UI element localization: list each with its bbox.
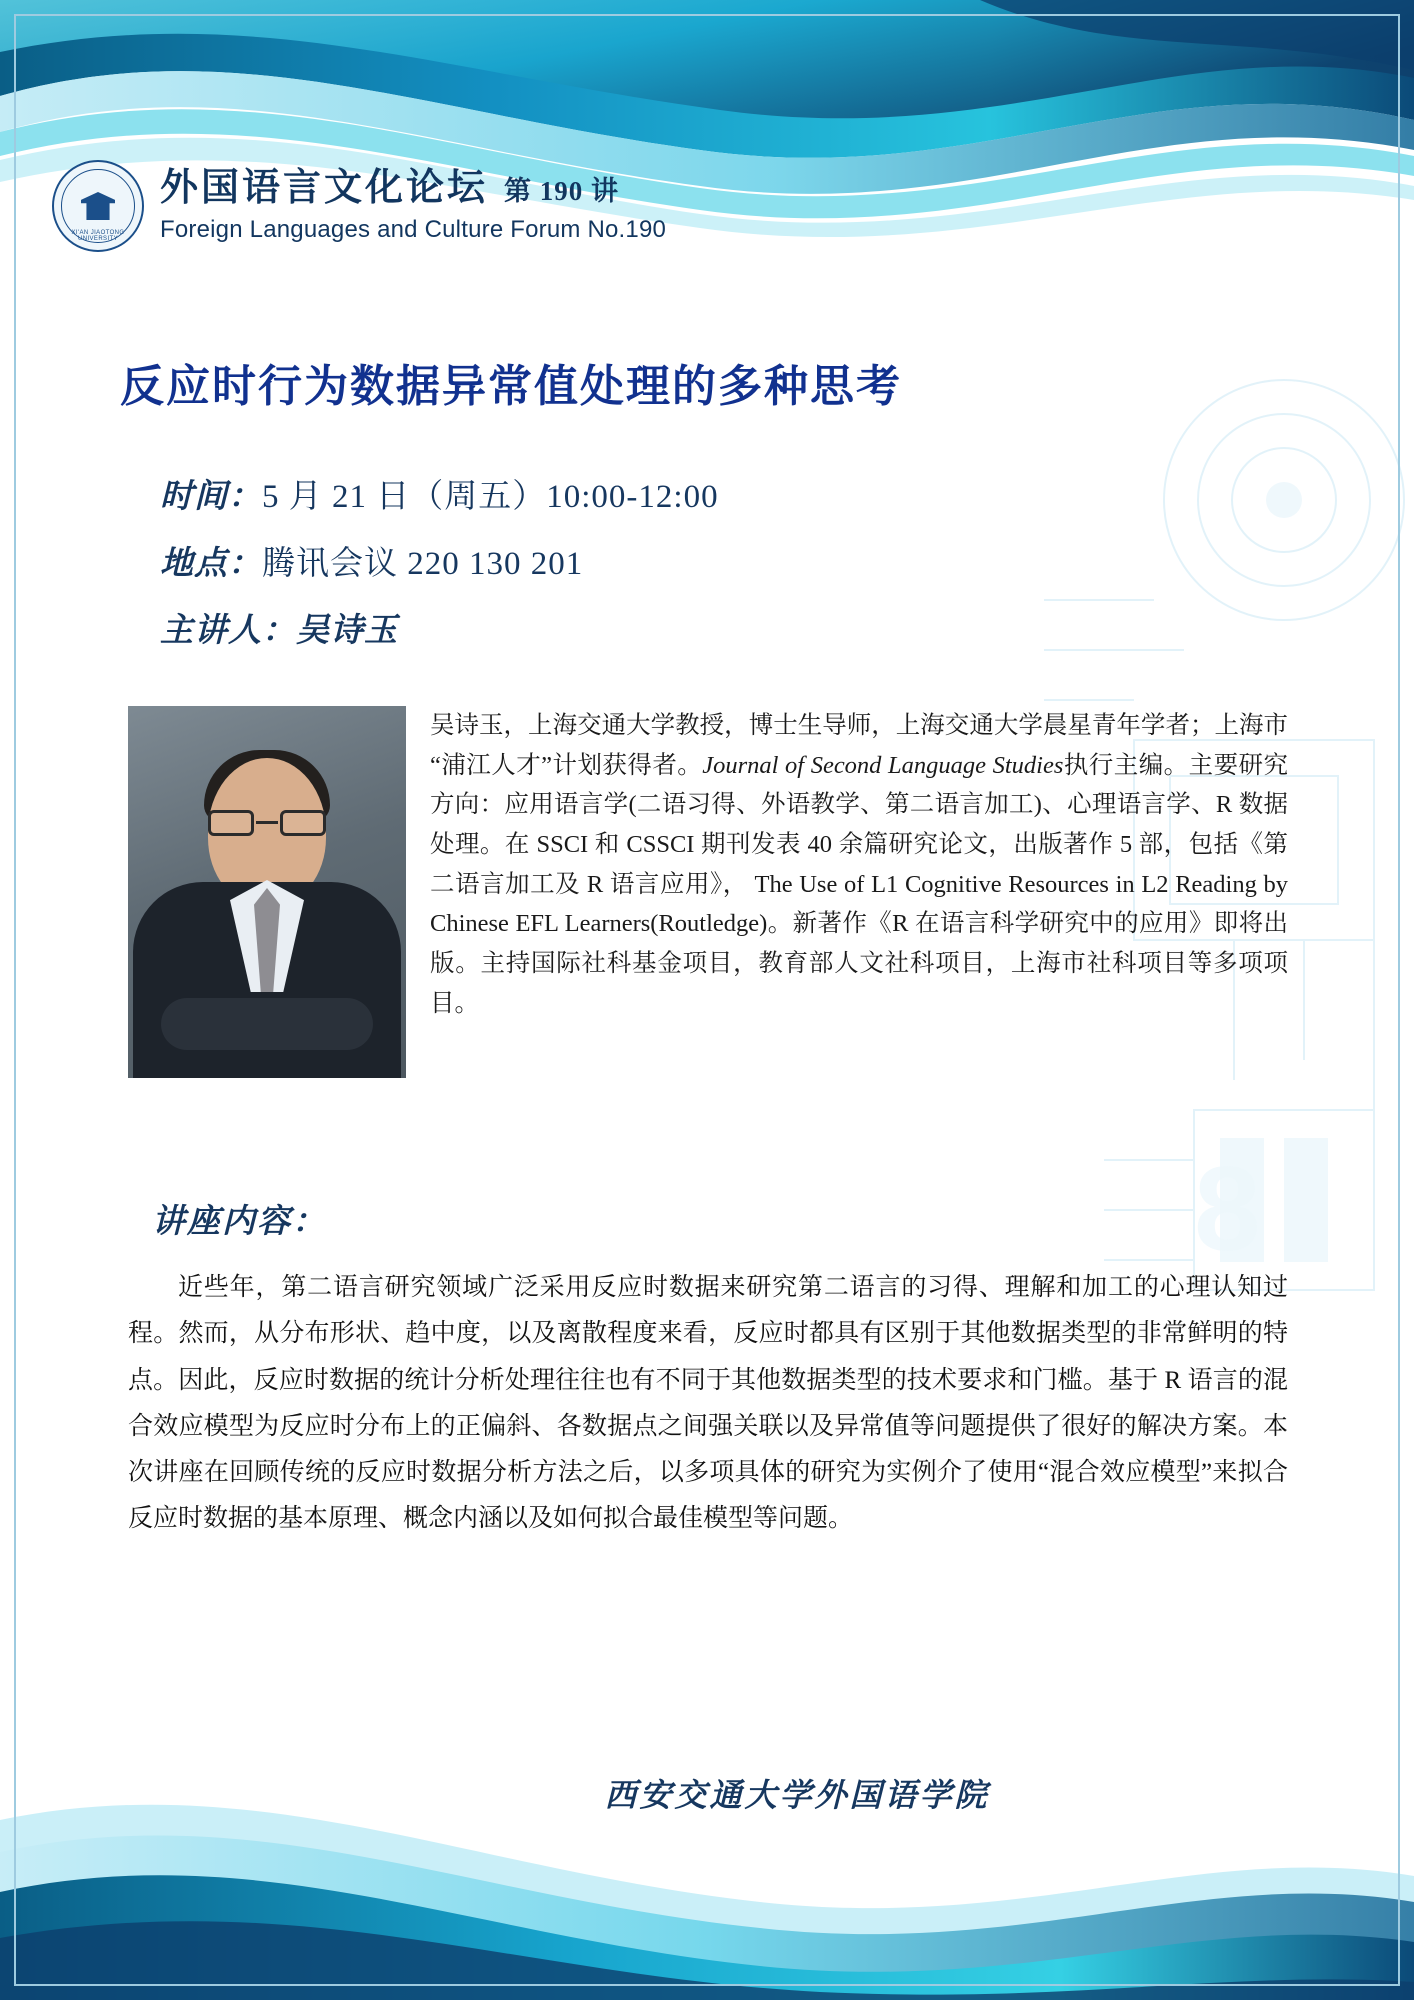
header-titles: [160, 168, 666, 244]
bio-part2: 执行主编。主要研究方向：应用语言学(二语习得、外语教学、第二语言加工)、心理语言学、R 数据处理。在 SSCI 和 CSSCI 期刊发表 40 余篇研究论文，出版著作 5 部，包括《第二语言加工及 R 语言应用》， The Use of L1 Cognitive Resources in L2 Reading by Chinese EFL Learners(Routledge)。新著作《R 在语言科学研究中的应用》即将出版。主持国际社科基金项目，教育部人文社科项目，上海市社科项目等多项项目。: [430, 751, 1289, 1017]
forum-name-cn-text: 外国语言文化论坛: [160, 167, 489, 210]
meta-time-label: 时间：: [160, 479, 262, 515]
glasses-icon: [206, 810, 328, 836]
meta-speaker-value: 吴诗玉: [296, 613, 398, 649]
bottom-wave-graphic: [0, 1670, 1414, 2000]
bottom-decoration: [0, 1670, 1414, 2000]
bio-journal-name: Journal of Second Language Studies: [702, 751, 1064, 779]
forum-session-cn: 第 190 讲: [504, 176, 620, 207]
content-heading: 讲座内容：: [152, 1204, 327, 1240]
meta-time: [160, 470, 1260, 517]
page-title: 反应时行为数据异常值处理的多种思考: [120, 362, 902, 411]
portrait-arms: [161, 998, 373, 1050]
svg-text:8: 8: [1194, 1142, 1261, 1276]
speaker-bio-block: [128, 706, 1288, 1078]
university-logo: [52, 160, 144, 252]
content-body: 近些年，第二语言研究领域广泛采用反应时数据来研究第二语言的习得、理解和加工的心理认知过程。然而，从分布形状、趋中度，以及离散程度来看，反应时都具有区别于其他数据类型的非常鲜明的特点。因此，反应时数据的统计分析处理往往也有不同于其他数据类型的技术要求和门槛。基于 R 语言的混合效应模型为反应时分布上的正偏斜、各数据点之间强关联以及异常值等问题提供了很好的解决方案。本次讲座在回顾传统的反应时数据分析方法之后，以多项具体的研究为实例介了使用“混合效应模型”来拟合反应时数据的基本原理、概念内涵以及如何拟合最佳模型等问题。: [128, 1274, 1288, 1533]
forum-name-cn: [160, 168, 666, 210]
logo-emblem: [81, 192, 115, 220]
meta-place-label: 地点：: [160, 546, 262, 582]
meta-place: [160, 537, 1260, 584]
footer-organization: 西安交通大学外国语学院: [604, 1777, 990, 1813]
event-meta: [160, 470, 1260, 671]
logo-ring-text: XI'AN JIAOTONG UNIVERSITY: [71, 230, 125, 242]
speaker-portrait: [128, 706, 406, 1078]
meta-time-value: 5 月 21 日（周五）10:00-12:00: [262, 479, 719, 515]
meta-speaker-label: 主讲人：: [160, 613, 296, 649]
bio-part1: 吴诗玉，上海交通大学教授，博士生导师，上海交通大学晨星青年学者；上海市“浦江人才”计划获得者。: [430, 712, 1288, 779]
forum-header: [52, 160, 666, 252]
meta-speaker: [160, 604, 1260, 651]
forum-name-en: Foreign Languages and Culture Forum No.190: [160, 215, 667, 243]
meta-place-value: 腾讯会议 220 130 201: [262, 546, 584, 582]
